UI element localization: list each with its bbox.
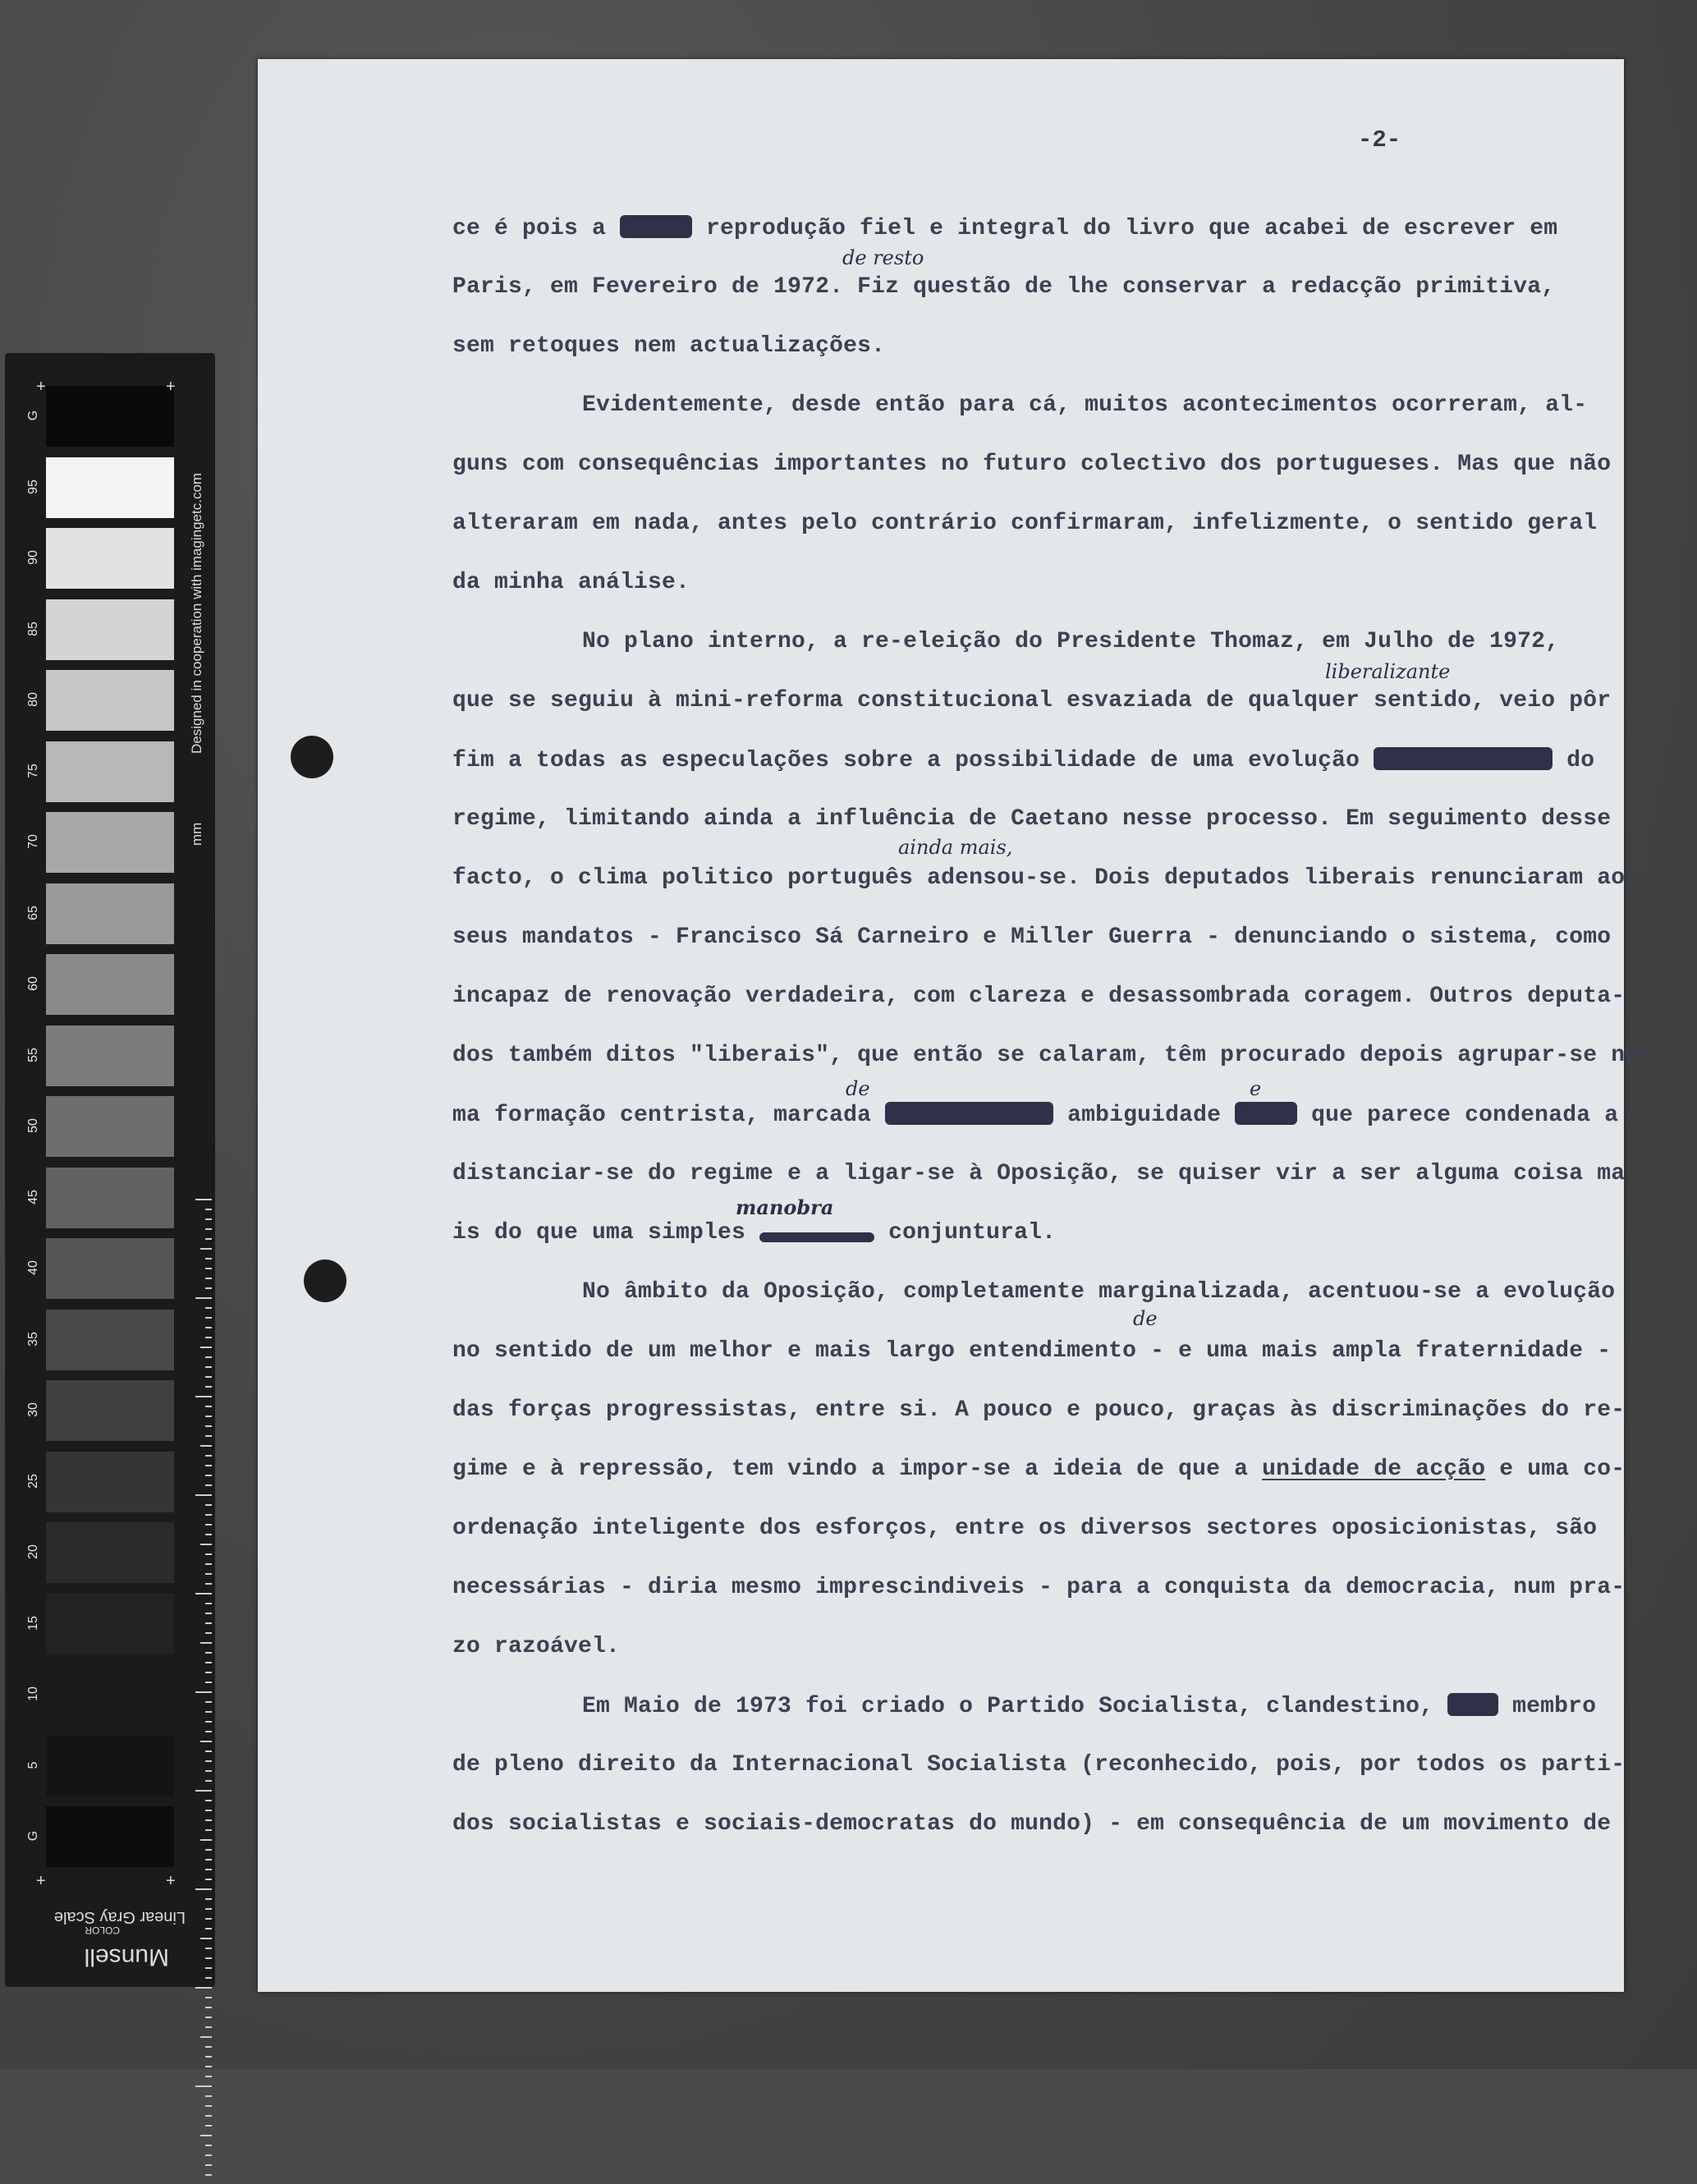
gray-patch xyxy=(46,741,174,802)
text-line: no sentido de um melhor e mais largo entendimento - e uma mais ampla fraternidade - xyxy=(452,1338,1612,1364)
redaction-mark xyxy=(1447,1693,1498,1716)
text-line: de pleno direito da Internacional Socialista (reconhecido, pois, por todos os parti- xyxy=(452,1752,1626,1778)
text-line: gime e à repressão, tem vindo a impor-se a ideia de que a unidade de acção e uma co- xyxy=(452,1457,1626,1482)
registration-mark: + xyxy=(166,378,176,396)
redaction-mark xyxy=(1235,1102,1297,1125)
text-line: dos socialistas e sociais-democratas do mundo) - em consequência de um movimento de xyxy=(452,1811,1612,1837)
registration-mark: + xyxy=(36,1872,46,1890)
redaction-mark xyxy=(620,215,692,238)
text-line: No âmbito da Oposição, completamente marginalizada, acentuou-se a evolução xyxy=(582,1279,1616,1305)
gray-patch-label: 20 xyxy=(26,1544,40,1559)
gray-patch xyxy=(46,812,174,873)
text-line: ma formação centrista, marcada ambiguidade que parece condenada a xyxy=(452,1103,1619,1128)
gray-patch-label: 90 xyxy=(26,550,40,565)
text-line: da minha análise. xyxy=(452,570,690,595)
gray-patch xyxy=(46,1380,174,1441)
gray-patch xyxy=(46,457,174,518)
gray-patch-label: 60 xyxy=(26,976,40,991)
gray-patch xyxy=(46,1594,174,1654)
text-line: ordenação inteligente dos esforços, entre os diversos sectores oposicionistas, são xyxy=(452,1516,1598,1541)
gray-patch xyxy=(46,670,174,731)
text-line: regime, limitando ainda a influência de Caetano nesse processo. Em seguimento desse xyxy=(452,806,1612,832)
handwritten-annotation: de xyxy=(846,1077,870,1100)
gray-patch xyxy=(46,1238,174,1299)
gray-patch xyxy=(46,1522,174,1583)
brand-logo: Munsell xyxy=(84,1943,169,1971)
text-line: is do que uma simples conjuntural. xyxy=(452,1220,1057,1246)
text-line: alteraram em nada, antes pelo contrário confirmaram, infelizmente, o sentido geral xyxy=(452,511,1598,536)
registration-mark: + xyxy=(166,1872,176,1890)
text-line: No plano interno, a re-eleição do Presidente Thomaz, em Julho de 1972, xyxy=(582,629,1560,654)
gray-patch xyxy=(46,528,174,589)
gray-patch-label: 25 xyxy=(26,1473,40,1489)
gray-patch xyxy=(46,1310,174,1370)
gray-patch-label: 50 xyxy=(26,1118,40,1133)
punch-hole xyxy=(304,1259,346,1302)
gray-patch xyxy=(46,1025,174,1086)
gray-patch xyxy=(46,954,174,1015)
text-line: dos também ditos "liberais", que então se calaram, têm procurado depois agrupar-se nu- xyxy=(452,1043,1653,1068)
redaction-mark xyxy=(885,1102,1053,1125)
gray-patch-label: 55 xyxy=(26,1047,40,1062)
text-line: das forças progressistas, entre si. A pouco e pouco, graças às discriminações do re- xyxy=(452,1397,1626,1423)
gray-patch-label: 75 xyxy=(26,763,40,778)
text-line: zo razoável. xyxy=(452,1634,621,1659)
gray-patch-label: G xyxy=(26,1830,40,1842)
gray-patch xyxy=(46,599,174,660)
text-line: sem retoques nem actualizações. xyxy=(452,333,886,359)
gray-patch xyxy=(46,1806,174,1867)
gray-patch-label: G xyxy=(26,410,40,421)
document-page xyxy=(258,59,1653,1992)
gray-patch-label: 80 xyxy=(26,692,40,707)
text-line: ce é pois a reprodução fiel e integral do livro que acabei de escrever em xyxy=(452,216,1558,241)
underlined-text: unidade de acção xyxy=(1262,1457,1486,1482)
punch-hole xyxy=(291,736,333,778)
registration-mark: + xyxy=(36,378,46,396)
gray-patch-label: 45 xyxy=(26,1189,40,1204)
gray-patch xyxy=(46,1168,174,1228)
gray-patch-label: 30 xyxy=(26,1402,40,1417)
brand-subtitle: COLOR xyxy=(85,1925,120,1936)
text-line: Paris, em Fevereiro de 1972. Fiz questão de lhe conservar a redacção primitiva, xyxy=(452,274,1556,300)
gray-patch-label: 85 xyxy=(26,621,40,636)
gray-patch-label: 35 xyxy=(26,1331,40,1347)
handwritten-annotation: liberalizante xyxy=(1325,660,1451,683)
handwritten-annotation: manobra xyxy=(736,1195,834,1219)
gray-patch-label: 65 xyxy=(26,905,40,920)
text-line: guns com consequências importantes no futuro colectivo dos portugueses. Mas que não xyxy=(452,452,1612,477)
gray-patch-label: 40 xyxy=(26,1260,40,1275)
mm-ruler xyxy=(195,1199,212,2184)
handwritten-annotation: de xyxy=(1133,1307,1158,1330)
struck-word xyxy=(759,1232,874,1242)
redaction-mark xyxy=(1374,747,1553,770)
gray-patch xyxy=(46,386,174,447)
handwritten-annotation: e xyxy=(1250,1077,1262,1100)
gray-patch xyxy=(46,1096,174,1157)
gray-scale-card xyxy=(5,353,215,1987)
text-line: incapaz de renovação verdadeira, com clareza e desassombrada coragem. Outros deputa- xyxy=(452,984,1626,1009)
text-line: facto, o clima politico português adensou-se. Dois deputados liberais renunciaram aos xyxy=(452,865,1640,891)
gray-patch xyxy=(46,1736,174,1796)
gray-patch-label: 95 xyxy=(26,479,40,494)
gray-patch xyxy=(46,1664,174,1725)
card-title: Linear Gray Scale xyxy=(53,1908,186,1926)
ruler-unit-label: mm xyxy=(189,822,204,846)
text-line: que se seguiu à mini-reforma constitucional esvaziada de qualquer sentido, veio pôr xyxy=(452,688,1612,713)
handwritten-annotation: de resto xyxy=(842,246,924,269)
gray-patch xyxy=(46,1452,174,1512)
text-line: seus mandatos - Francisco Sá Carneiro e Miller Guerra - denunciando o sistema, como xyxy=(452,925,1612,950)
gray-patch xyxy=(46,883,174,944)
text-line: Evidentemente, desde então para cá, muitos acontecimentos ocorreram, al- xyxy=(582,392,1588,418)
text-line: necessárias - diria mesmo imprescindiveis - para a conquista da democracia, num pra- xyxy=(452,1575,1626,1600)
text-line: distanciar-se do regime e a ligar-se à Oposição, se quiser vir a ser alguma coisa ma- xyxy=(452,1161,1640,1186)
gray-patch-label: 70 xyxy=(26,834,40,849)
page-number: -2- xyxy=(1358,126,1401,154)
gray-patch-label: 5 xyxy=(26,1761,40,1769)
handwritten-annotation: ainda mais, xyxy=(898,836,1013,859)
text-line: fim a todas as especulações sobre a possibilidade de uma evolução do xyxy=(452,748,1595,773)
gray-patch-label: 15 xyxy=(26,1615,40,1631)
text-line: Em Maio de 1973 foi criado o Partido Socialista, clandestino, membro xyxy=(582,1694,1597,1719)
card-caption: Designed in cooperation with imagingetc.com xyxy=(189,472,204,754)
gray-patch-label: 10 xyxy=(26,1686,40,1701)
